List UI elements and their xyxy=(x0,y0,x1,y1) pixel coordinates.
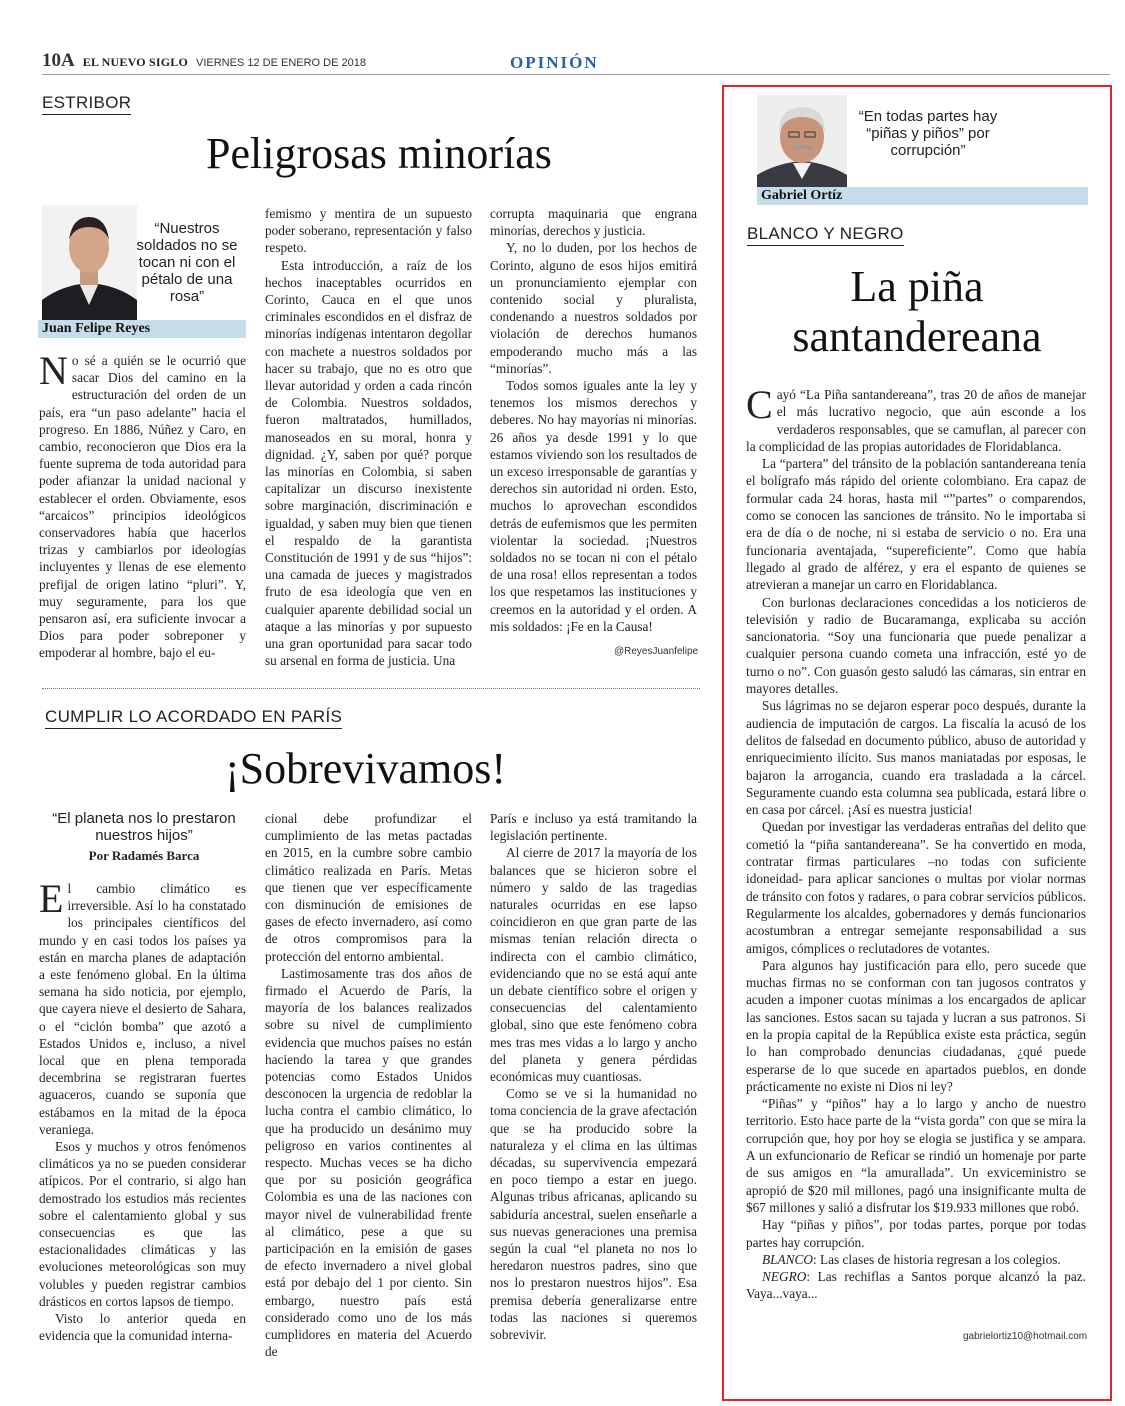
article2-column-2 xyxy=(265,810,472,1361)
drop-cap: C xyxy=(746,382,773,427)
article3-email: gabrielortiz10@hotmail.com xyxy=(963,1331,1088,1342)
article3-paragraph: Sus lágrimas no se dejaron esperar poco después, durante la audiencia de imputación de cargos. La fiscalía la acusó de los delitos de falsedad en documento público, abuso de autoridad y enriquecimiento ilícito. Sus manos maniatadas por esposas, le bajaron la arrogancia, cuando era trasladada a la cárcel. Seguramente cuando esta columna sea publicada, estará libre o en casa por cárcel. ¡Así es nuestra justicia! xyxy=(746,698,1086,818)
article3-paragraph: Hay “piñas y piños”, por todas partes, porque por todas partes hay corrupción. xyxy=(746,1217,1086,1250)
author-photo-juan-felipe-reyes xyxy=(42,205,137,320)
paragraph-text: l cambio climático es irreversible. Así lo ha constatado los principales científicos del mundo y en casi todos los países ya están en marcha planes de adaptación a este fenómeno global. En la última semana ha sido noticia, por ejemplo, que cayera nieve el desierto de Sahara, o el “ciclón bomba” que azotó a Estados Unidos e, incluso, a nivel local que en plena temporada decembrina se registraran fuertes aguaceros, cuando se suponía que estábamos en la mitad de la época veraniega. xyxy=(39,881,246,1137)
article1-twitter-handle: @ReyesJuanfelipe xyxy=(614,646,699,657)
article3-paragraph: Con burlonas declaraciones concedidas a los noticieros de televisión y radio de Bucaramanga, explicaba su acción sancionatoria. “Soy una funcionaria que puede penalizar a cualquier persona cuando cometa una infracción, esté yo de turno o no”. Con guasón gesto saludó las cámaras, sin entrar en mayores detalles. xyxy=(746,594,1086,697)
article1-byline: Juan Felipe Reyes xyxy=(38,320,246,338)
article1-col1-paragraph xyxy=(39,348,246,662)
article2-col3-paragraph: París e incluso ya está tramitando la legislación pertinente. xyxy=(490,811,697,844)
article2-kicker: CUMPLIR LO ACORDADO EN PARÍS xyxy=(45,707,342,729)
article3-kicker: BLANCO Y NEGRO xyxy=(747,224,904,246)
article3-body xyxy=(746,382,1086,1303)
article1-col2-paragraph: femismo y mentira de un supuesto poder soberano, representación y falso respeto. xyxy=(265,206,472,256)
article3-paragraph: La “partera” del tránsito de la población santandereana tenía el bolígrafo más rápido del oriente colombiano. Era capaz de formular cada 24 horas, hasta mil “”partes” o comparendos, como se conocen las sanciones de tránsito. No le importaba si era de día o de noche, ni si estaba de servicio o no. Era una funcionaria aventajada, “supereficiente”. Como que había llegado al grado de alférez, y era el espanto de quienes se atrevieran a manejar un carro en Floridablanca. xyxy=(746,456,1086,593)
article3-pull-quote: “En todas partes hay “piñas y piños” por corrupción” xyxy=(858,108,998,159)
article3-byline: Gabriel Ortíz xyxy=(757,187,1088,205)
article3-title-line2: santandereana xyxy=(792,312,1042,361)
author-photo-gabriel-ortiz xyxy=(757,95,847,190)
header-rule xyxy=(42,74,1110,75)
article1-col2-paragraph: Esta introducción, a raíz de los hechos inaceptables ocurridos en Corinto, Cauca en el que unos criminales escondidos en el disfraz de minorías indígenas intentaron degollar con machete a nuestros soldados por hacer su trabajo, que no es otro que llevar autoridad y orden a cada rincón de Colombia. Nuestros soldados, fueron maltratados, humillados, manoseados en su moral, honra y dignidad. ¿Y, saben por qué? porque las minorías en Colombia, si saben capitalizar un discurso inexistente sobre marginación, discriminación e igualdad, y saben muy bien que tienen el respaldo de la garantista Constitución de 1991 y de sus “hijos”: una camada de jueces y magistrados fruto de esa ideología que ven en cualquier aparente debilidad social un ataque a las minorías y por supuesto una gran oportunidad para sacar todo su arsenal en forma de justicia. Una xyxy=(265,257,472,669)
paragraph-text: ayó “La Piña santandereana”, tras 20 de años de manejar el más lucrativo negocio, que aún esconde a los verdaderos responsables, que se camuflan, al parecer con la complicidad de las propias autoridades de Floridablanca. xyxy=(746,387,1086,454)
article2-title: ¡Sobrevivamos! xyxy=(225,744,507,793)
article1-column-2 xyxy=(265,205,472,669)
article2-col1-paragraph: Visto lo anterior queda en evidencia que la comunidad interna- xyxy=(39,1311,246,1344)
negro-text: : Las rechiflas a Santos porque alcanzó la paz. Vaya...vaya... xyxy=(746,1269,1086,1302)
article2-pull-quote: “El planeta nos lo prestaron nuestros hijos” xyxy=(52,810,236,844)
blanco-text: : Las clases de historia regresan a los colegios. xyxy=(812,1251,1061,1267)
article3-title xyxy=(742,262,1092,362)
page-header xyxy=(42,50,366,72)
article2-col1-paragraph xyxy=(39,876,246,1138)
article1-col3-paragraph: Y, no lo duden, por los hechos de Corinto, alguno de esos hijos emitirá un pronunciamiento ejemplar con contenido social y pluralista, condenando a nuestros soldados por violación de derechos humanos empoderando mucho más a las “minorías”. xyxy=(490,240,697,376)
issue-date: VIERNES 12 DE ENERO DE 2018 xyxy=(196,57,366,69)
article1-col3-paragraph: Todos somos iguales ante la ley y tenemos los mismos derechos y deberes. No hay mayorías ni minorías. 26 años ya desde 1991 y lo que estamos viviendo son los resultados de un exceso irresponsable de garantías y derechos sin autoridad ni orden. Esto, muchos lo aprovechan escondidos detrás de eufemismos que les permiten violentar la sociedad. ¡Nuestros soldados no se tocan ni con el pétalo de una rosa! ellos representan a todos los que respetamos las instituciones y creemos en la autoridad y el orden. A mis soldados: ¡Fe en la Causa! xyxy=(490,378,697,634)
article2-col2-paragraph: cional debe profundizar el cumplimiento de las metas pactadas en 2015, en la cumbre sobre cambio climático realizada en París. Metas que tienen que ver específicamente con disminución de emisiones de gases de efecto invernadero, así como de otros compromisos para la protección del entorno ambiental. xyxy=(265,811,472,964)
article2-col3-paragraph: Como se ve si la humanidad no toma conciencia de la grave afectación que se ha producido sobre la naturaleza y el clima en las últimas décadas, su supervivencia empezará en poco tiempo a estar en juego. Algunas tribus africanas, aplicando su sabiduría ancestral, suelen enseñarle a sus nuevas generaciones una premisa según la cual “el planeta no nos lo heredaron nuestros padres, sino que nos lo prestaron nuestros hijos”. Esa premisa debería generalizarse entre todas las naciones si queremos sobrevivir. xyxy=(490,1086,697,1343)
article2-col2-paragraph: Lastimosamente tras dos años de firmado el Acuerdo de París, la mayoría de los balances realizados sobre su nivel de cumplimiento evidencia que muchos países no están haciendo la tarea y que grandes potencias como Estados Unidos desconocen la urgencia de redoblar la lucha contra el cambio climático, lo que ha producido un desánimo muy peligroso en varios continentes al respecto. Muchas veces se ha dicho que por su posición geográfica Colombia es una de las naciones con mayor nivel de vulnerabilidad frente al climático, pese a que su participación en la emisión de gases de efecto invernadero a nivel global está por debajo del 1 por ciento. Sin embargo, nuestro país está considerado como uno de los más cumplidores en materia del Acuerdo de xyxy=(265,965,472,1360)
article3-paragraph: “Piñas” y “piños” hay a lo largo y ancho de nuestro territorio. Esto hace parte de la “vista gorda” con que se mira la corrupción que, hoy por hoy se elogia se justifica y se ampara. A un exfuncionario de Reficar se rindió un homenaje por parte de sus amigos en “la amurallada”. Un exviceministro se apropió de $20 mil millones, pagó una insignificante multa de $67 millones y salió a disfrutar los $19.933 millones que robó. xyxy=(746,1096,1086,1215)
newspaper-name: EL NUEVO SIGLO xyxy=(82,55,188,69)
article1-column-3 xyxy=(490,205,697,635)
article1-title: Peligrosas minorías xyxy=(206,129,552,178)
paragraph-text: o sé a quién se le ocurrió que sacar Dios del camino en la estructuración del orden de un país, era “un paso adelante” hacia el progreso. En 1886, Núñez y Caro, en cambio, reconocieron que Dios era la fuente suprema de toda autoridad para poder afianzar la unidad nacional y establecer el orden. Obviamente, esos “arcaicos” principios ideológicos conservadores había que hacerlos trizas y cambiarlos por ideologías incluyentes y llenas de ese elemento prefijal de origen latino “pluri”. Y, muy seguramente, para los que pensaron así, era suficiente invocar a Dios para poder sobreponer y empoderar al hombre, bajo el eu- xyxy=(39,353,246,661)
article2-col3-paragraph: Al cierre de 2017 la mayoría de los balances que se hicieron sobre el número y saldo de las tragedias naturales ocurridas en ese lapso coincidieron en que gran parte de las mismas tenían relación directa o indirecta con el cambio climático, evidenciando que no se está aquí ante un debate científico sobre el origen y consecuencias del calentamiento global, sino que este fenómeno cobra mes tras mes vidas a lo largo y ancho del planeta y genera pérdidas económicas muy cuantiosas. xyxy=(490,845,697,1085)
article1-kicker: ESTRIBOR xyxy=(42,93,131,115)
article-divider xyxy=(42,688,700,689)
article3-blanco xyxy=(746,1251,1086,1268)
article2-col1-paragraph: Esos y muchos y otros fenómenos climáticos ya no se pueden considerar atípicos. Por el contrario, si algo han demostrado los estudios más recientes sobre el calentamiento global y sus consecuencias es que las estacionalidades climáticas y las evoluciones meteorológicas son muy volubles y pueden registrar cambios drásticos en cortos lapsos de tiempo. xyxy=(39,1139,246,1309)
article3-paragraph: Para algunos hay justificación para ello, pero sucede que muchas firmas no se conforman con tan jugosos contratos y acuden a imponer cuotas mínimas a los encargados de aplicar las sanciones. Estos sacan su tajada y lucran a sus patronos. Si en la propia capital de la República existe esta práctica, según lo han comprobado denuncias ciudadanas, ¿qué puede esperarse de lo que sucede en apartados pueblos, en donde prácticamente no existe ni Dios ni ley? xyxy=(746,957,1086,1094)
article3-negro xyxy=(746,1268,1086,1303)
article2-column-1 xyxy=(39,876,246,1344)
section-title: OPINIÓN xyxy=(510,53,599,72)
negro-label: NEGRO xyxy=(762,1269,807,1285)
article1-column-1 xyxy=(39,348,246,662)
article3-title-line1: La piña xyxy=(850,262,984,311)
article1-col3-paragraph: corrupta maquinaria que engrana minorías, derechos y justicia. xyxy=(490,206,697,239)
article1-pull-quote: “Nuestros soldados no se tocan ni con el pétalo de una rosa” xyxy=(136,220,238,305)
article2-byline: Por Radamés Barca xyxy=(88,848,200,863)
blanco-label: BLANCO xyxy=(762,1251,813,1267)
page-number: 10A xyxy=(42,50,75,71)
article3-paragraph: Quedan por investigar las verdaderas entrañas del delito que cometió la “piña santandereana”. Se ha convertido en moda, contratar firmas particulares –no todas con suficiente idoneidad- para aplicar sanciones o multas por violar normas de tránsito con fotos y radares, o para cobrar servicios públicos. Regularmente los alcaldes, gobernadores y demás funcionarios acostumbran a entregar semejante responsabilidad a sus amigos, cómplices o reclutadores de votantes. xyxy=(746,819,1086,956)
article3-paragraph xyxy=(746,382,1086,455)
drop-cap: E xyxy=(39,876,64,921)
drop-cap: N xyxy=(39,348,68,393)
article2-column-3 xyxy=(490,810,697,1343)
